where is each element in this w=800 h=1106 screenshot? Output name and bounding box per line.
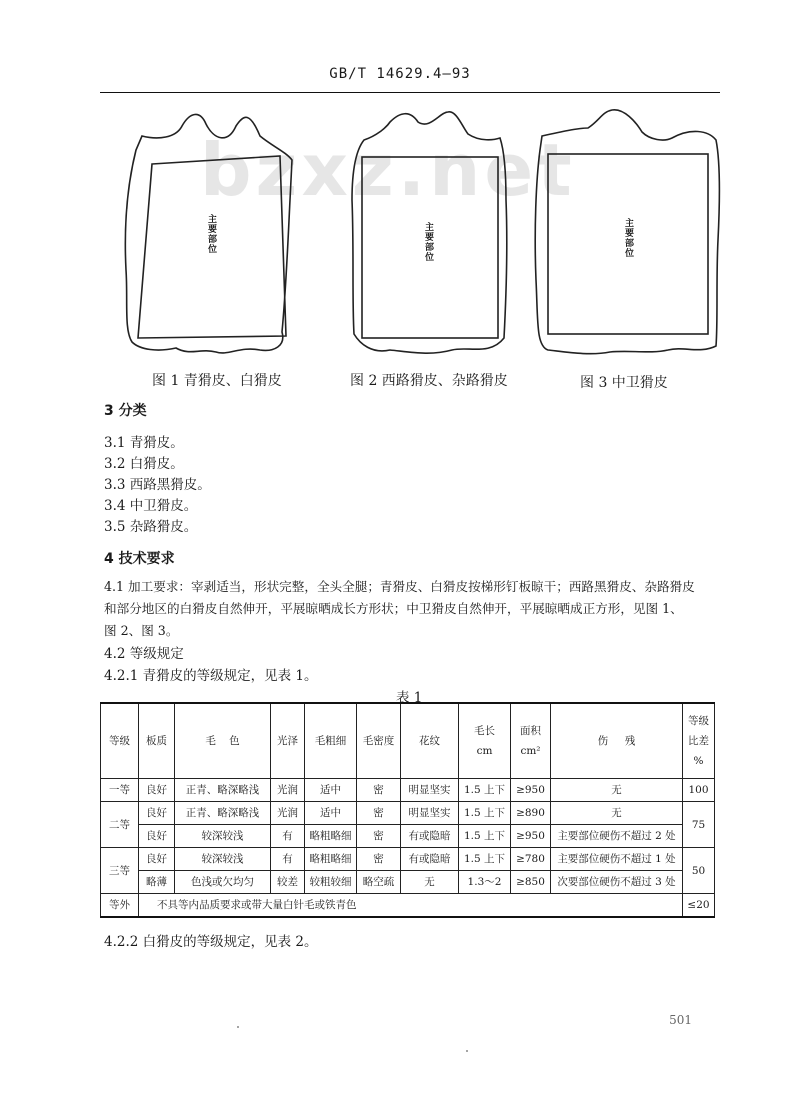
table-1-title: 表 1 bbox=[396, 690, 423, 706]
table-row bbox=[101, 779, 715, 802]
table-cell: ≥950 bbox=[511, 779, 551, 802]
table-cell: 密 bbox=[357, 779, 401, 802]
table-header-row bbox=[101, 703, 715, 779]
section-3-heading: 3 分类 bbox=[104, 403, 147, 419]
column-header: 毛 色 bbox=[175, 703, 271, 779]
table-row bbox=[101, 848, 715, 871]
header-rule bbox=[100, 92, 720, 93]
figure-2-caption: 图 2 西路猾皮、杂路猾皮 bbox=[350, 373, 508, 389]
figure-2-inner-label: 主要部位 bbox=[423, 222, 433, 262]
table-cell: 略粗略细 bbox=[305, 825, 357, 848]
standard-number-header: GB/T 14629.4—93 bbox=[329, 66, 471, 82]
para-4-1-line-3: 图 2、图 3。 bbox=[104, 623, 179, 638]
table-row bbox=[101, 871, 715, 894]
table-cell: 1.5 上下 bbox=[459, 779, 511, 802]
table-row bbox=[101, 825, 715, 848]
figures-drawing bbox=[0, 100, 800, 370]
table-cell: 色浅或欠均匀 bbox=[175, 871, 271, 894]
page-number: 501 bbox=[669, 1013, 692, 1027]
table-cell: 良好 bbox=[139, 802, 175, 825]
table-cell: 1.5 上下 bbox=[459, 802, 511, 825]
grade-cell: 等外 bbox=[101, 894, 139, 918]
table-cell: 无 bbox=[551, 779, 683, 802]
table-cell: 有或隐暗 bbox=[401, 848, 459, 871]
list-item: 3.1 青猾皮。 bbox=[104, 435, 184, 451]
grade-cell: 三等 bbox=[101, 848, 139, 894]
table-cell: 较粗较细 bbox=[305, 871, 357, 894]
table-row bbox=[101, 802, 715, 825]
para-4-2-2: 4.2.2 白猾皮的等级规定，见表 2。 bbox=[104, 934, 318, 950]
table-cell: 1.5 上下 bbox=[459, 825, 511, 848]
table-cell: 略薄 bbox=[139, 871, 175, 894]
section-4-heading: 4 技术要求 bbox=[104, 551, 175, 567]
table-cell: 适中 bbox=[305, 779, 357, 802]
para-4-2-1: 4.2.1 青猾皮的等级规定，见表 1。 bbox=[104, 668, 318, 684]
figure-1-inner-label: 主要部位 bbox=[206, 214, 216, 254]
scan-speck bbox=[237, 1026, 239, 1028]
table-cell: 主要部位硬伤不超过 2 处 bbox=[551, 825, 683, 848]
figure-1-caption: 图 1 青猾皮、白猾皮 bbox=[152, 373, 282, 389]
table-cell: 良好 bbox=[139, 779, 175, 802]
column-header: 花纹 bbox=[401, 703, 459, 779]
table-cell: 主要部位硬伤不超过 1 处 bbox=[551, 848, 683, 871]
table-cell: 密 bbox=[357, 848, 401, 871]
para-4-2: 4.2 等级规定 bbox=[104, 646, 184, 662]
table-cell: 良好 bbox=[139, 825, 175, 848]
table-cell: 较深较浅 bbox=[175, 848, 271, 871]
table-cell: 无 bbox=[551, 802, 683, 825]
ratio-cell: 50 bbox=[683, 848, 715, 894]
table-cell: 明显坚实 bbox=[401, 802, 459, 825]
table-row bbox=[101, 894, 715, 918]
table-cell: ≥950 bbox=[511, 825, 551, 848]
table-cell: 有 bbox=[271, 825, 305, 848]
para-4-1-line-2: 和部分地区的白猾皮自然伸开，平展晾晒成长方形状；中卫猾皮自然伸开，平展晾晒成正方形，见图 1、 bbox=[104, 601, 683, 616]
list-item: 3.3 西路黑猾皮。 bbox=[104, 477, 211, 493]
table-cell: 较差 bbox=[271, 871, 305, 894]
table-cell: 1.3～2 bbox=[459, 871, 511, 894]
table-cell: 光润 bbox=[271, 802, 305, 825]
scan-speck bbox=[466, 1050, 468, 1052]
column-header: 毛粗细 bbox=[305, 703, 357, 779]
ratio-cell: ≤20 bbox=[683, 894, 715, 918]
column-header: 等级 bbox=[101, 703, 139, 779]
figure-3-inner-label: 主要部位 bbox=[623, 218, 633, 258]
table-cell: ≥890 bbox=[511, 802, 551, 825]
grade-table bbox=[100, 702, 715, 918]
column-header: 毛长 cm bbox=[459, 703, 511, 779]
table-cell: ≥780 bbox=[511, 848, 551, 871]
table-cell: 不具等内品质要求或带大量白针毛或铁青色 bbox=[139, 894, 683, 918]
table-cell: 略空疏 bbox=[357, 871, 401, 894]
list-item: 3.5 杂路猾皮。 bbox=[104, 519, 198, 535]
column-header: 等级 比差 % bbox=[683, 703, 715, 779]
table-cell: 略粗略细 bbox=[305, 848, 357, 871]
table-cell: 正青、略深略浅 bbox=[175, 802, 271, 825]
column-header: 板质 bbox=[139, 703, 175, 779]
table-cell: 无 bbox=[401, 871, 459, 894]
column-header: 光泽 bbox=[271, 703, 305, 779]
ratio-cell: 100 bbox=[683, 779, 715, 802]
table-cell: 1.5 上下 bbox=[459, 848, 511, 871]
grade-cell: 二等 bbox=[101, 802, 139, 848]
table-cell: 次要部位硬伤不超过 3 处 bbox=[551, 871, 683, 894]
list-item: 3.4 中卫猾皮。 bbox=[104, 498, 198, 514]
grade-cell: 一等 bbox=[101, 779, 139, 802]
table-cell: 有或隐暗 bbox=[401, 825, 459, 848]
figure-3-caption: 图 3 中卫猾皮 bbox=[580, 375, 668, 391]
list-item: 3.2 白猾皮。 bbox=[104, 456, 184, 472]
para-4-1-line-1: 4.1 加工要求：宰剥适当，形状完整，全头全腿；青猾皮、白猾皮按梯形钉板晾干；西路黑猾皮、杂路猾皮 bbox=[104, 579, 695, 594]
column-header: 毛密度 bbox=[357, 703, 401, 779]
table-cell: 较深较浅 bbox=[175, 825, 271, 848]
table-cell: 良好 bbox=[139, 848, 175, 871]
table-cell: 适中 bbox=[305, 802, 357, 825]
column-header: 面积 cm² bbox=[511, 703, 551, 779]
watermark: bzxz.net bbox=[200, 128, 576, 212]
table-cell: ≥850 bbox=[511, 871, 551, 894]
table-cell: 密 bbox=[357, 802, 401, 825]
column-header: 伤 残 bbox=[551, 703, 683, 779]
table-cell: 光润 bbox=[271, 779, 305, 802]
table-cell: 有 bbox=[271, 848, 305, 871]
table-cell: 明显坚实 bbox=[401, 779, 459, 802]
table-cell: 正青、略深略浅 bbox=[175, 779, 271, 802]
ratio-cell: 75 bbox=[683, 802, 715, 848]
table-cell: 密 bbox=[357, 825, 401, 848]
